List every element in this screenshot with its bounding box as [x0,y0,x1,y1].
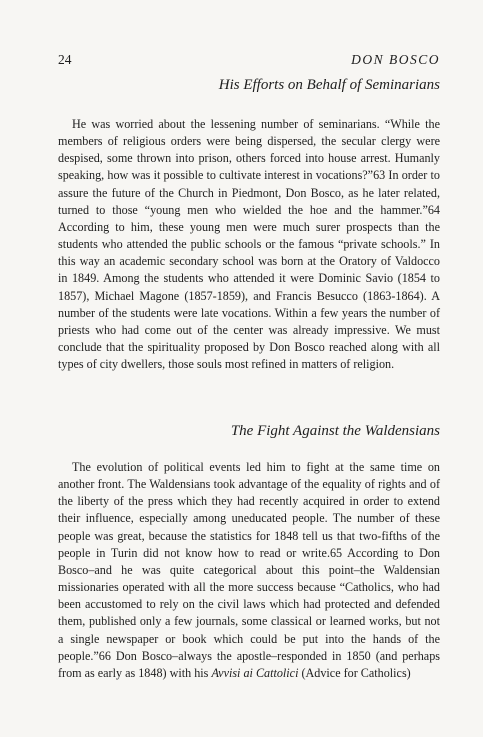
page-number: 24 [58,52,72,67]
paragraph-text: The evolution of political events led him to fight at the same time on another front. The Waldensians took advantage of the equality of rights and of the liberty of the press which they had recently acquired in order to extend their influence, especially among uneducated people. The number of these people was great, because the statistics for 1848 tell us that two-fifths of the people in Turin did not know how to read or write.65 According to Don Bosco–and he was quite categorical about this point–the Waldensian missionaries operated with all the more success because “Catholics, who had been accustomed to rely on the civil laws which had protected and defended them, published only a few journals, some classical or learned works, but not a single newspaper or book which could be put into the hands of the people.”66 Don Bosco–always the apostle–responded in 1850 (and perhaps from as early as 1848) with his [58,460,440,680]
paragraph-waldensians [58,459,440,682]
paragraph-seminarians: He was worried about the lessening number of seminarians. “While the members of religious orders were being dispersed, the secular clergy were despised, some thrown into prison, others forced into house arrest. Humanly speaking, how was it possible to cultivate interest in vocations?”63 In order to assure the future of the Church in Piedmont, Don Bosco, as he later related, turned to those “young men who wielded the hoe and the hammer.”64 According to him, these young men were much surer prospects than the students who attended the public schools or the famous “private schools.” In this way an academic secondary school was born at the Oratory of Valdocco in 1849. Among the students who attended it were Dominic Savio (1854 to 1857), Michael Magone (1857-1859), and Francis Besucco (1863-1864). A number of the students were late vocations. Within a few years the number of priests who had come out of the center was already impressive. We must conclude that the spirituality proposed by Don Bosco reached along with all types of city dwellers, those souls most refined in matters of religion. [58,117,440,372]
section-heading-seminarians: His Efforts on Behalf of Seminarians [218,77,440,93]
paragraph-text-end: (Advice for Catholics) [301,665,411,680]
italic-book-title: Avvisi ai Cattolici [211,665,299,680]
running-title: DON BOSCO [351,52,440,67]
section-heading-waldensians: The Fight Against the Waldensians [230,423,440,439]
running-head [58,52,440,70]
